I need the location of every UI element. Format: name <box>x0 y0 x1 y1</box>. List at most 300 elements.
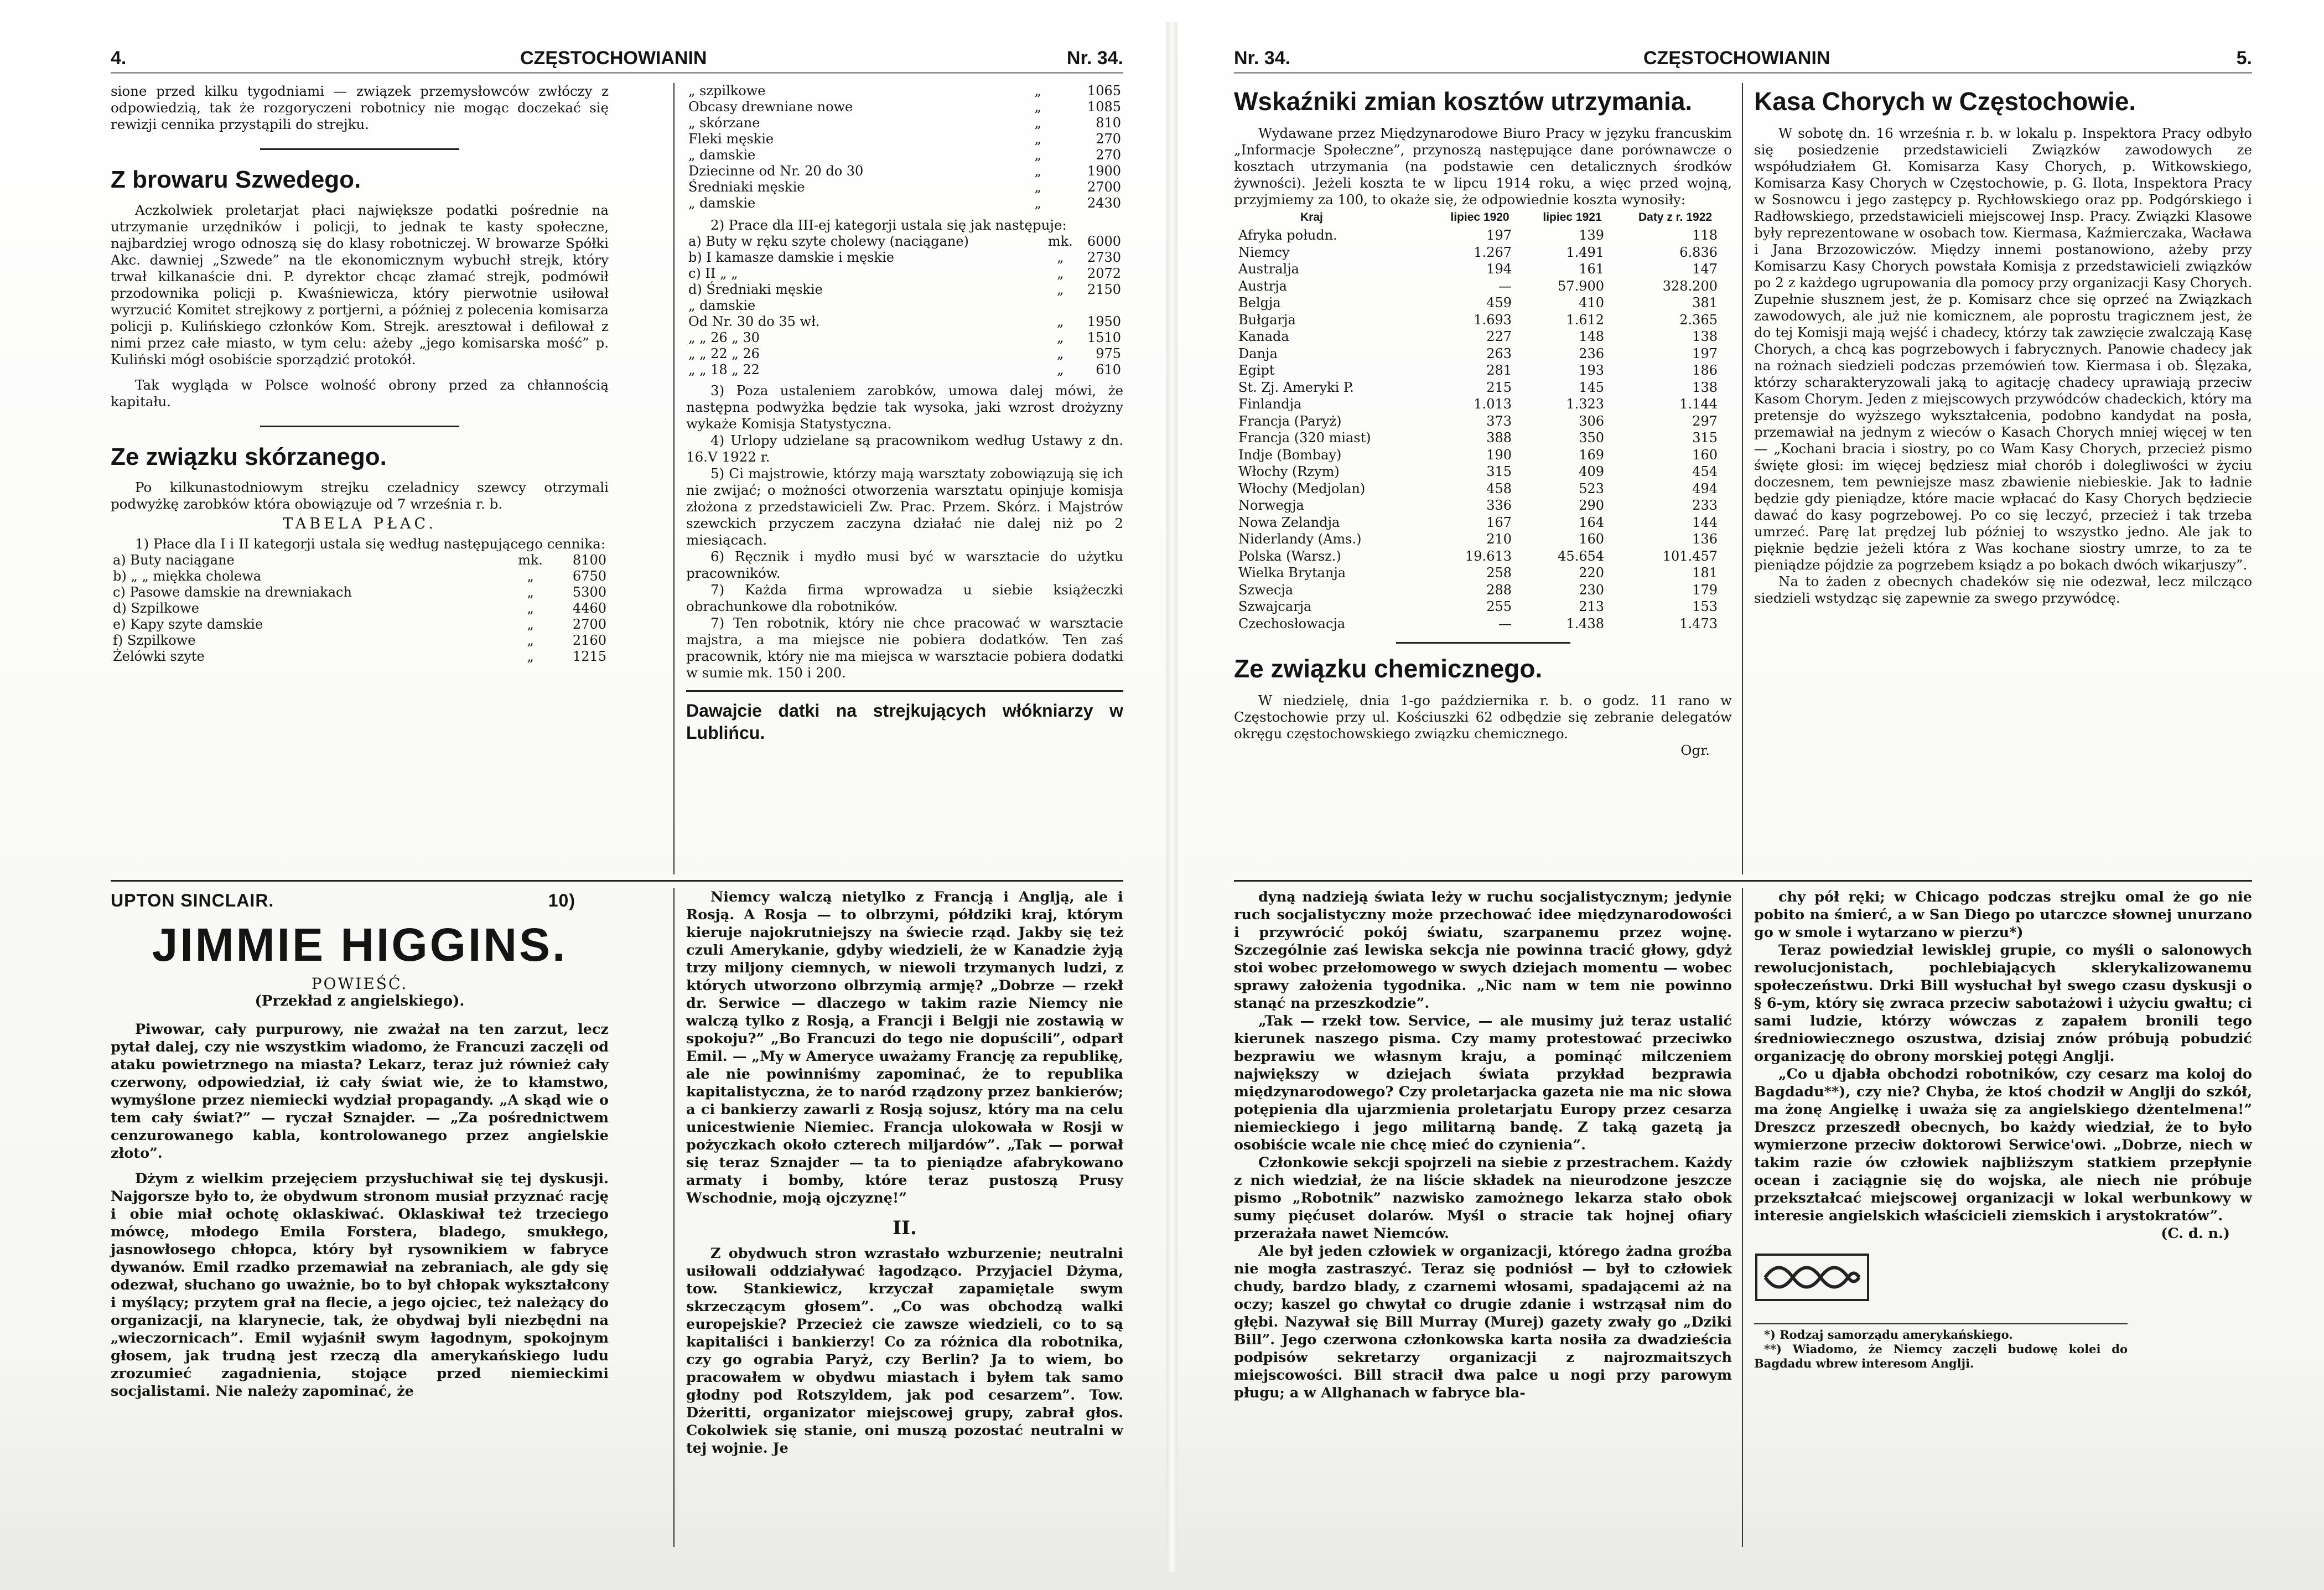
serial-text-1 <box>111 1021 609 1400</box>
article-title-kasa: Kasa Chorych w Częstochowie. <box>1754 87 2136 116</box>
index-value-cell: 197 <box>1486 227 1512 243</box>
table-row <box>1234 312 1732 329</box>
index-value-cell: 167 <box>1486 514 1512 530</box>
table-cell-value: 810 <box>1096 115 1121 131</box>
footnote-2: **) Wiadomo, że Niemcy zaczęli budowę kolei do Bagdadu wbrew interesom Anglji. <box>1754 1342 2128 1370</box>
index-value-cell: 297 <box>1692 413 1718 429</box>
decorative-ornament-icon <box>1754 1252 1870 1302</box>
table-row <box>1234 463 1732 480</box>
table-row <box>1234 531 1732 548</box>
index-value-cell: 169 <box>1579 447 1605 463</box>
left-page <box>111 33 1123 1561</box>
index-value-cell: 179 <box>1692 582 1718 598</box>
table-cell-value: 4460 <box>572 600 606 616</box>
table-cell-unit: „ <box>527 600 534 616</box>
country-cell: Kanada <box>1238 329 1289 344</box>
chemiczny-paragraph: W niedzielę, dnia 1-go października r. b. o godz. 11 rano w Częstochowie przy ul. Kościuszki 62 odbędzie się zebranie delegatów okręgu częstochowskiego związku chemicznego. <box>1234 692 1732 742</box>
index-value-cell: 164 <box>1579 514 1605 530</box>
table-cell-item: Fleki męskie <box>688 131 774 147</box>
wage-table-2 <box>686 234 1123 378</box>
table-cell-value: 610 <box>1096 362 1121 377</box>
table-row <box>1234 261 1732 278</box>
table-cell-item: Od Nr. 30 do 35 wł. <box>688 314 820 329</box>
serial-column-2 <box>686 888 1123 1457</box>
serial-author: UPTON SINCLAIR. <box>111 890 274 910</box>
country-cell: Francja (320 miast) <box>1238 430 1371 446</box>
table-cell-value: 5300 <box>572 584 606 600</box>
index-value-cell: 281 <box>1486 362 1512 378</box>
index-value-cell: 1.013 <box>1474 396 1512 412</box>
serial-paragraph: Piwowar, cały purpurowy, nie zważał na ten zarzut, lecz pytał dalej, czy nie wszystkim wiadomo, że Francuzi zaczęli od ataku powietrznego na miasta? Lekarz, teraz już również cały czerwony, odpowiedział, iż cały świat wie, że to kłamstwo, wymyślone przez niemiecki wydział propagandy. „A skąd wie o tem cały świat?” — ryczał Sznajder. — „Za pośrednictwem cenzurowanego kabla, kontrolowanego przez angielskie złoto”. <box>111 1021 609 1162</box>
country-cell: Nowa Zelandja <box>1238 514 1340 530</box>
table-row <box>1234 294 1732 312</box>
table-cell-unit: „ <box>1034 83 1041 99</box>
index-value-cell: 1.323 <box>1566 396 1605 412</box>
article-title-wskazniki: Wskaźniki zmian kosztów utrzymania. <box>1234 87 1693 116</box>
index-value-cell: 409 <box>1579 464 1605 479</box>
index-value-cell: 258 <box>1486 565 1512 581</box>
page-number: 5. <box>2236 48 2252 69</box>
country-cell: Finlandja <box>1238 396 1302 412</box>
table-cell-value: 1950 <box>1087 314 1121 329</box>
index-value-cell: 315 <box>1692 430 1718 446</box>
wage-paragraph-7: 7) Każda firma wprowadza u siebie książeczki obrachunkowe dla robotników. <box>686 582 1123 614</box>
left-column-2 <box>686 83 1123 744</box>
index-value-cell: 454 <box>1692 464 1718 479</box>
table-cell-item: c) II „ „ <box>688 266 738 281</box>
browar-paragraph-2: Tak wygląda w Polsce wolność obrony przed za chłannością kapitału. <box>111 377 609 410</box>
tabela-title: TABELA PŁAC. <box>283 515 437 532</box>
table-cell-unit: „ <box>527 649 534 664</box>
index-value-cell: 263 <box>1486 345 1512 361</box>
country-cell: Danja <box>1238 345 1278 361</box>
right-column-1 <box>1234 83 1732 759</box>
serial-column-4 <box>1754 888 2252 1371</box>
index-value-cell: 148 <box>1579 329 1605 344</box>
section-rule <box>1234 880 2252 882</box>
index-value-cell: 1.612 <box>1566 312 1605 328</box>
index-value-cell: 315 <box>1486 464 1512 479</box>
serial-paragraph: Członkowie sekcji spojrzeli na siebie z przestrachem. Każdy z nich wiedział, że na liście składek na nieurodzone jeszcze pismo „Robotnik” nazwisko zamożnego lekarza stało obok sumy pięćuset dolarów. Myśl o stracie tak hojnej ofiary przerażała nawet Niemców. <box>1234 1154 1732 1242</box>
country-cell: Egipt <box>1238 362 1275 378</box>
browar-paragraph-1: Aczkolwiek proletarjat płaci największe podatki pośrednie na utrzymanie urzędników i policji, to jednak te kasty społeczne, najbardziej wrogo odnoszą się do klasy robotniczej. W browarze Spółki Akc. dawniej „Szwede” na tle ekonomicznym wybuchł strejk, który trwał kilkanaście dni. P. dyrektor chcąc złamać strejk, podmówił przodownika policji p. Kwaśniewicza, który pierwotnie usiłował wyrzucić Komitet strejkowy z portjerni, a później z polecenia komisarza policji p. Kulińskiego członków Kom. Strejk. aresztował i defilował z nimi przez całe miasto, w tym celu: ażeby „jego komisarska mość” p. Kuliński mógł osobiście sporządzić protokół. <box>111 202 609 367</box>
index-value-cell: 160 <box>1692 447 1718 463</box>
country-cell: Wielka Brytanja <box>1238 565 1346 581</box>
index-value-cell: 381 <box>1692 295 1718 310</box>
index-value-cell: 290 <box>1579 498 1605 513</box>
newspaper-title: CZĘSTOCHOWIANIN <box>520 48 707 69</box>
index-value-cell: 1.693 <box>1474 312 1512 328</box>
column-rule <box>673 888 675 1547</box>
table-row <box>686 147 1123 163</box>
serial-paragraph: Z obydwuch stron wzrastało wzburzenie; neutralni usiłowali oddziaływać łagodząco. Przyjaciel Dżyma, tow. Stankiewicz, krzyczał zapamiętale swym skrzeczącym głosem”. „Co was obchodzą walki europejskie? Przecież cie zawsze wiedzieli, co to są kapitaliści i bankierzy! Co za różnica dla robotnika, czy go ograbia Paryż, czy Berlin? Ja to wiem, bo pracowałem w obydwu miastach i byłem tak samo głodny pod Rotszyldem, jak pod cesarzem”. Tow. Dżeritti, organizator miejscowej grupy, zabrał głos. Cokolwiek się stanie, oni muszą pozostać neutralni w tej wojnie. Je <box>686 1245 1123 1457</box>
table-row <box>1234 227 1732 244</box>
table-row <box>111 584 609 600</box>
table-cell-unit: „ <box>1034 179 1041 195</box>
index-value-cell: 1.491 <box>1566 244 1605 260</box>
country-cell: Polska (Warsz.) <box>1238 548 1341 564</box>
index-value-cell: 336 <box>1486 498 1512 513</box>
country-cell: Afryka połudn. <box>1238 227 1337 243</box>
table-row <box>686 298 1123 314</box>
to-be-continued: (C. d. n.) <box>2161 1225 2230 1242</box>
index-value-cell: 101.457 <box>1662 548 1718 564</box>
serial-paragraph: chy pół ręki; w Chicago podczas strejku omal że go nie pobito na śmierć, a w San Diego po utarczce słownej unurzano go w smole i wytarzano w pierzu*) <box>1754 889 2252 941</box>
country-cell: Francja (Paryż) <box>1238 413 1342 429</box>
index-value-cell: 1.473 <box>1679 615 1718 631</box>
column-rule <box>1742 888 1743 1547</box>
table-cell-item: d) Szpilkowe <box>113 600 199 616</box>
wage-table-continued <box>686 83 1123 211</box>
table-row <box>686 330 1123 346</box>
table-cell-item: d) Średniaki męskie <box>688 282 823 297</box>
table-cell-unit: „ <box>1034 147 1041 163</box>
table-row <box>1234 345 1732 362</box>
table-header-row <box>1234 208 1732 227</box>
serial-column-1 <box>111 888 609 1400</box>
table-row <box>1234 497 1732 514</box>
article-title-browar: Z browaru Szwedego. <box>111 166 361 193</box>
wage-paragraph-8: 7) Ten robotnik, który nie chce pracować w warsztacie majstra, a ma miejsce nie pobiera dodatków. Ten zaś pracownik, który nie ma miejsca w warsztacie pobiera dodatki w sumie mk. 150 i 200. <box>686 615 1123 681</box>
table-cell-value: 2072 <box>1087 266 1121 281</box>
table-cell-value: 1510 <box>1087 330 1121 345</box>
table-cell-unit: „ <box>527 584 534 600</box>
table-cell-item: b) I kamasze damskie i męskie <box>688 250 894 265</box>
index-value-cell: 190 <box>1486 447 1512 463</box>
table-cell-value: 270 <box>1096 147 1121 163</box>
index-value-cell: 45.654 <box>1558 548 1605 564</box>
wage-table-1 <box>111 552 609 665</box>
table-cell-value: 2700 <box>572 617 606 632</box>
column-rule <box>673 83 675 874</box>
table-cell-item: „ „ 26 „ 30 <box>688 330 760 345</box>
index-value-cell: 255 <box>1486 599 1512 614</box>
table-cell-item: „ damskie <box>688 298 756 313</box>
table-row <box>686 195 1123 211</box>
index-value-cell: 161 <box>1579 261 1605 277</box>
table-row <box>111 552 609 568</box>
table-cell-unit: „ <box>1034 131 1041 147</box>
table-row <box>686 179 1123 195</box>
index-value-cell: 6.836 <box>1679 244 1718 260</box>
chemiczny-signature: Ogr. <box>1680 742 1710 758</box>
index-value-cell: 288 <box>1486 582 1512 598</box>
divider <box>260 426 459 427</box>
index-value-cell: 233 <box>1692 498 1718 513</box>
kasa-paragraph-2: Na to żaden z obecnych chadeków się nie odezwał, lecz milcząco siedzieli wstydząc się zapewnie za swego przywódcę. <box>1754 573 2252 606</box>
table-row <box>1234 582 1732 599</box>
table-cell-item: „ skórzane <box>688 115 760 131</box>
wskazniki-intro: Wydawane przez Międzynarodowe Biuro Pracy w języku francuskim „Informacje Społeczne”, przynoszą następujące dane porównawcze o kosztach utrzymania (na podstawie cen detalicznych środków żywności). Jeżeli koszta te w lipcu 1914 roku, a więc przed wojną, przyjmiemy za 100, to okaże się, że odpowiednie koszta wynosiły: <box>1234 125 1732 208</box>
index-value-cell: — <box>1498 615 1512 631</box>
country-cell: St. Zj. Ameryki P. <box>1238 379 1354 395</box>
issue-number: Nr. 34. <box>1066 48 1123 69</box>
table-cell-item: „ „ 18 „ 22 <box>688 362 760 377</box>
table-row <box>686 250 1123 266</box>
index-value-cell: 523 <box>1579 480 1605 496</box>
table-row <box>111 633 609 649</box>
country-cell: Austrja <box>1238 278 1287 294</box>
serial-paragraph: Teraz powiedział lewisklej grupie, co myśli o salonowych rewolucjonistach, pochlebiających sklerykalizowanemu społeczeństwu. Drki Bill wysłuchał był swego czasu dyskusji o § 6-ym, który się zwraca przeciw sabotażowi i użyciu gwałtu; ci sami ludzie, którzy wówczas z zapałem bronili tego średniowiecznego oszustwa, dzisiaj znów próbują pobudzić organizację do obrony morskiej potęgi Anglji. <box>1754 942 2252 1065</box>
table-row <box>1234 362 1732 379</box>
table-cell-unit: „ <box>1057 346 1064 361</box>
table-cell-value: 2160 <box>572 633 606 648</box>
index-value-cell: 153 <box>1692 599 1718 614</box>
table-row <box>1234 548 1732 565</box>
index-value-cell: 410 <box>1579 295 1605 310</box>
table-row <box>686 346 1123 362</box>
left-column-1 <box>111 83 609 665</box>
index-value-cell: 138 <box>1692 329 1718 344</box>
table-cell-unit: „ <box>1057 330 1064 345</box>
serial-paragraph: Ale był jeden człowiek w organizacji, którego żadna groźba nie mogła zastraszyć. Teraz się podniósł — był to człowiek chudy, bardzo blady, z czarnemi włosami, spadającemi aż na oczy; kaszel go chwytał co drugie zdanie i wstrząsał nim do głębi. Nazywał się Bill Murray (Murej) gazety zwały go „Dziki Bill”. Jego czerwona członkowska karta nosiła za dwadzieścia podpisów sekretarzy organizacji z najrozmaitszych miejscowości. Bill stracił dwa palce u nogi przy parowym pługu; a w Allghanach w fabryce bla- <box>1234 1243 1732 1401</box>
wage-paragraph-3: 3) Poza ustaleniem zarobków, umowa dalej mówi, że następna podwyżka będzie tak wysoka, jaki wzrost drożyzny wykaże Komisja Statystyczna. <box>686 382 1123 432</box>
index-value-cell: 1.438 <box>1566 615 1605 631</box>
table-cell-value: 1215 <box>572 649 606 664</box>
table-cell-unit: mk. <box>1047 234 1073 249</box>
table-row <box>111 617 609 633</box>
serial-title: JIMMIE HIGGINS. <box>152 919 568 971</box>
table-row <box>686 362 1123 378</box>
table-cell-unit: „ <box>527 568 534 584</box>
table-row <box>1234 429 1732 447</box>
table-cell-value: 2730 <box>1087 250 1121 265</box>
index-value-cell: 136 <box>1692 531 1718 547</box>
article-title-skorzany: Ze związku skórzanego. <box>111 443 387 470</box>
index-value-cell: 306 <box>1579 413 1605 429</box>
table-cell-item: c) Pasowe damskie na drewniakach <box>113 584 352 600</box>
table-row <box>1234 379 1732 396</box>
table-cell-value: 8100 <box>572 552 606 568</box>
table-cell-value <box>1075 298 1123 314</box>
index-value-cell: 236 <box>1579 345 1605 361</box>
table-cell-unit: „ <box>1057 266 1064 281</box>
footnote-1: *) Rodzaj samorządu amerykańskiego. <box>1764 1328 2013 1342</box>
index-value-cell: 350 <box>1579 430 1605 446</box>
index-value-cell: 1.144 <box>1679 396 1718 412</box>
column-header: lipiec 1920 <box>1450 211 1509 224</box>
index-value-cell: 213 <box>1579 599 1605 614</box>
table-row <box>1234 396 1732 413</box>
left-running-header <box>111 33 1123 74</box>
footnotes <box>1754 1323 2128 1371</box>
table-row <box>1234 598 1732 615</box>
divider <box>686 690 1123 692</box>
page-gutter <box>1166 22 1177 1572</box>
serial-installment: 10) <box>548 890 575 910</box>
index-value-cell: 2.365 <box>1679 312 1718 328</box>
table-cell-unit: „ <box>1034 163 1041 179</box>
index-value-cell: 458 <box>1486 480 1512 496</box>
table-cell-item: Obcasy drewniane nowe <box>688 99 853 115</box>
index-value-cell: 193 <box>1579 362 1605 378</box>
index-value-cell: 328.200 <box>1662 278 1718 294</box>
country-cell: Włochy (Rzym) <box>1238 464 1340 479</box>
country-cell: Szwajcarja <box>1238 599 1312 614</box>
index-value-cell: 19.613 <box>1465 548 1512 564</box>
newspaper-title: CZĘSTOCHOWIANIN <box>1643 48 1830 69</box>
table-cell-item: „ „ 22 „ 26 <box>688 346 760 361</box>
wage-paragraph-2: 2) Prace dla III-ej kategorji ustala się jak następuje: <box>710 217 1067 233</box>
table-cell-value: 1085 <box>1087 99 1121 115</box>
index-value-cell: 138 <box>1692 379 1718 395</box>
index-value-cell: 181 <box>1692 565 1718 581</box>
serial-subtitle: POWIEŚĆ. <box>311 975 408 993</box>
table-row <box>686 266 1123 282</box>
wage-paragraph-4: 4) Urlopy udzielane są pracownikom według Ustawy z dn. 16.V 1922 r. <box>686 432 1123 465</box>
table-cell-unit <box>1046 298 1075 314</box>
kasa-paragraph-1: W sobotę dn. 16 września r. b. w lokalu p. Inspektora Pracy odbyło się posiedzenie przedstawicieli Związków zawodowych ze współudziałem Gł. Komisarza Kasy Chorych, p. Witkowskiego, Komisarza Kasy Chorych w Częstochowie, p. G. Ilota, Inspektora Pracy w Sosnowcu i jego zastępcy p. Rychłowskiego oraz pp. Podgórskiego i Radłowskiego, przedstawicieli miejscowej Insp. Pracy. Związki Klasowe były reprezentowane w osobach tow. Kiermasa, Kaźmierczaka, Wacława i Jana Brzozowiczów. Między innemi postanowiono, ażeby przy Komisarzu Kasy Chorych powstała Komisja z przedstawicieli związków po 2 z każdego ugrupowania dla pomocy przy organizacji Kasy Chorych. Zupełnie słusznem jest, że p. Komisarz chce się oprzeć na Związkach zawodowych, ale już nie komicznem, ale poprostu tragicznem jest, że do tej Komisji mają wejść i chadecy, którzy tak zawzięcie zwalczają Kasę Chorych, a chcą kas pogrzebowych i fabrycznych. Panowie chadecy jak na rożnach siedzieli podczas przemówień tow. Kiermasa i ob. Ślęzaka, którzy scharakteryzowali jaką to agitację chadecy uprawiają przeciw Kasom Chorym. Jeden z miejscowych przywódców chadeckich, który ma pretensje do wyższego wykształcenia, podobno kandydat na posła, przemawiał na jednym z wieców o Kasach Chorych mniej więcej w ten — „Kochani bracia i siostry, po co Wam Kasy Chorych, przecież pismo święte głosi: im więcej będziesz miał chorób i dolegliwości w życiu doczesnem, tem pewniejsze masz zbawienie niebieskie. Jak to ładnie będzie gdy pieniądze, które macie wpłacać do Kasy Chorych będziecie dawać do kasy pogrzebowej. Po co się leczyć, przecież i tak trzeba umrzeć. Parę lat prędzej lub później to wszystko jedno. Ale jak to pięknie będzie jeżeli która z Was kochane siostry umrze, to za te pieniądze pójdzie za pogrzebem ksiądz a po bokach dwóch wikarjuszy”. <box>1754 125 2252 573</box>
index-value-cell: — <box>1498 278 1512 294</box>
page-number: 4. <box>111 48 127 69</box>
divider <box>260 148 459 150</box>
index-value-cell: 144 <box>1692 514 1718 530</box>
index-value-cell: 1.267 <box>1474 244 1512 260</box>
column-header: Kraj <box>1300 211 1323 224</box>
issue-number: Nr. 34. <box>1234 48 1291 69</box>
country-cell: Włochy (Medjolan) <box>1238 480 1366 496</box>
table-cell-unit: „ <box>1057 314 1064 329</box>
index-value-cell: 197 <box>1692 345 1718 361</box>
country-cell: Norwegja <box>1238 498 1304 513</box>
table-cell-item: „ damskie <box>688 195 756 211</box>
table-cell-item: „ damskie <box>688 147 756 163</box>
table-cell-item: f) Szpilkowe <box>113 633 196 648</box>
table-row <box>686 234 1123 250</box>
column-rule <box>1742 83 1743 874</box>
table-cell-item: a) Buty naciągane <box>113 552 235 568</box>
intro-text: sione przed kilku tygodniami — związek przemysłowców zwłóczy z odpowiedzią, tak że rozgoryczeni robotnicy nie mogąc doczekać się rewizji cennika przystąpili do strejku. <box>111 83 609 132</box>
index-value-cell: 215 <box>1486 379 1512 395</box>
table-cell-unit: „ <box>1034 99 1041 115</box>
table-row <box>1234 564 1732 582</box>
table-row <box>1234 615 1732 633</box>
table-row <box>1234 328 1732 345</box>
column-header: Daty z r. 1922 <box>1638 211 1713 224</box>
index-value-cell: 230 <box>1579 582 1605 598</box>
serial-paragraph: „Tak — rzekł tow. Service, — ale musimy już teraz ustalić kierunek naszego pisma. Czy mamy protestować przeciwko bezprawiu we własnym kraju, a pominąć milczeniem największy w dziejach świata przykład bezprawia międzynarodowego? Czy proletarjacka gazeta nie ma nic słowa potępienia dla ujarzmienia proletarjatu Europy przez cesarza niemieckiego i jego militarną bandę. Z taką gazetą ja osobiście wcale nie chcę mieć do czynienia”. <box>1234 1013 1732 1153</box>
table-cell-value: 2700 <box>1087 179 1121 195</box>
table-row <box>686 83 1123 99</box>
index-value-cell: 57.900 <box>1558 278 1605 294</box>
index-value-cell: 373 <box>1486 413 1512 429</box>
table-cell-unit: „ <box>1057 250 1064 265</box>
index-value-cell: 160 <box>1579 531 1605 547</box>
table-row <box>1234 480 1732 498</box>
table-row <box>686 131 1123 147</box>
table-cell-item: a) Buty w ręku szyte cholewy (naciągane) <box>688 234 969 249</box>
country-cell: Niderlandy (Ams.) <box>1238 531 1362 547</box>
index-value-cell: 139 <box>1579 227 1605 243</box>
index-value-cell: 494 <box>1692 480 1718 496</box>
table-cell-unit: „ <box>527 633 534 648</box>
table-row <box>1234 278 1732 295</box>
table-cell-unit: „ <box>1057 282 1064 297</box>
table-row <box>686 115 1123 131</box>
article-title-chemiczny: Ze związku chemicznego. <box>1234 654 1543 683</box>
column-header: lipiec 1921 <box>1543 211 1602 224</box>
table-row <box>1234 413 1732 430</box>
cost-of-living-table <box>1234 208 1732 632</box>
table-cell-value: 2430 <box>1087 195 1121 211</box>
table-row <box>686 314 1123 330</box>
table-cell-value: 1900 <box>1087 163 1121 179</box>
serial-translation-note: (Przekład z angielskiego). <box>255 993 465 1009</box>
index-value-cell: 145 <box>1579 379 1605 395</box>
right-running-header <box>1234 33 2252 74</box>
table-cell-item: b) „ „ miękka cholewa <box>113 568 262 584</box>
wage-paragraph-5: 5) Ci majstrowie, którzy mają warsztaty zobowiązują się ich nie zwijać; o możności otworzenia warsztatu opinjuje komisja złożona z przedstawicieli Zw. Prac. Przem. Skórz. i Majstrów szewckich przyczem zaczyna działać nie dalej niż po 2 miesiącach. <box>686 465 1123 548</box>
table-cell-value: 2150 <box>1087 282 1121 297</box>
donation-appeal: Dawajcie datki na strejkujących włókniarzy w Lublińcu. <box>686 701 1123 743</box>
table-cell-value: 6000 <box>1087 234 1121 249</box>
serial-paragraph: „Co u djabła obchodzi robotników, czy cesarz ma koloj do Bagdadu**), czy nie? Chyba, że ktoś chodził w Anglji do szkół, ma żonę Angielkę i uważa się za angielskiego dżentelmena!” Dreszcz przeszedł obecnych, bo każdy wiedział, że to było wymierzone przeciw doktorowi Serwice'owi. „Dobrze, niech w takim razie ów człowiek najbliższym statkiem przepłynie ocean i zaciągnie się do wojska, ale niech nie próbuje przekształcać miejscowej organizacji w lokal werbunkowy w interesie angielskich właścicieli ziemskich i arystokratów”. <box>1754 1066 2252 1224</box>
section-rule <box>111 880 1123 882</box>
table-cell-unit: mk. <box>518 552 543 568</box>
index-value-cell: 194 <box>1486 261 1512 277</box>
serial-paragraph: Niemcy walczą nietylko z Francją i Anglją, ale i Rosją. A Rosja — to olbrzymi, półdziki kraj, którym kieruje najokrutniejszy na świecie rząd. Jakby się też czuli Amerykanie, gdyby wiedzieli, że w Kanadzie żyją trzy miljony ciemnych, w niewoli trzymanych ludzi, z których utworzono olbrzymią armję? „Dobrze — rzekł dr. Serwice — dlaczego w takim razie Niemcy nie walczą tylko z Rosją, a Francji i Belgji nie zostawią w spokoju?” „Bo Francuzi do tego nie dopuścili”, odparł Emil. — „My w Ameryce uważamy Francję za republikę, ale nie powinniśmy zapominać, że to republika kapitalistyczna, że to naród rządzony przez bankierów; a ci bankierzy zawarli z Rosją sojusz, który ma na celu unicestwienie Niemiec. Francja ulokowała w Rosji w pożyczkach około czterech miljardów”. „Tak — porwał się teraz Sznajder — ta to pieniądze afabrykowano armaty i bomby, które teraz pustoszą Prusy Wschodnie, moją ojczyznę!” <box>686 889 1123 1206</box>
right-column-2 <box>1754 83 2252 607</box>
table-row <box>1234 447 1732 464</box>
wage-paragraph-6: 6) Ręcznik i mydło musi być w warsztacie do użytku pracowników. <box>686 548 1123 581</box>
index-value-cell: 227 <box>1486 329 1512 344</box>
table-row <box>111 600 609 617</box>
country-cell: Belgja <box>1238 295 1281 310</box>
serial-column-3 <box>1234 888 1732 1402</box>
table-row <box>1234 514 1732 531</box>
country-cell: Szwecja <box>1238 582 1294 598</box>
serial-chapter: II. <box>893 1217 917 1239</box>
table-cell-unit: „ <box>1034 195 1041 211</box>
table-cell-item: Średniaki męskie <box>688 179 805 195</box>
index-value-cell: 459 <box>1486 295 1512 310</box>
index-value-cell: 210 <box>1486 531 1512 547</box>
table-row <box>111 568 609 584</box>
index-value-cell: 147 <box>1692 261 1718 277</box>
table-row <box>111 649 609 665</box>
index-value-cell: 220 <box>1579 565 1605 581</box>
table-cell-item: Żelówki szyte <box>113 649 205 664</box>
country-cell: Czechosłowacja <box>1238 615 1346 631</box>
table-cell-unit: „ <box>1057 362 1064 377</box>
skorzany-paragraph-1: Po kilkunastodniowym strejku czeladnicy szewcy otrzymali podwyżkę zarobków która obowiązuje od 7 września r. b. <box>111 479 609 512</box>
table-row <box>686 282 1123 298</box>
serial-paragraph: dyną nadzieją świata leży w ruchu socjalistycznym; jedynie ruch socjalistyczny może przechować idee międzynarodowości i przywrócić pokój światu, szarpanemu przez wojnę. Szczególnie zaś lewiska sekcja nie powinna tracić głowy, gdyż stoi wobec przełomowego w swych dziejach momentu — wobec sprawy założenia tygodnika. „Nic nam w tem nie powinno stanąć na przeszkodzie”. <box>1234 889 1732 1012</box>
table-row <box>686 163 1123 179</box>
table-cell-item: „ szpilkowe <box>688 83 766 99</box>
tabela-intro: 1) Płace dla I i II kategorji ustala się według następującego cennika: <box>135 536 606 552</box>
table-cell-value: 975 <box>1096 346 1121 361</box>
table-cell-unit: „ <box>1034 115 1041 131</box>
right-page <box>1234 33 2252 1561</box>
table-row <box>1234 244 1732 261</box>
divider <box>1396 642 1570 644</box>
index-value-cell: 118 <box>1692 227 1718 243</box>
serial-paragraph: Dżym z wielkim przejęciem przysłuchiwał się tej dyskusji. Najgorsze było to, że obydwum stronom musiał przyznać rację i obie miał ochotę oklaskiwać. Oklaskiwał też trzeciego mówcę, młodego Emila Forstera, bladego, smukłego, jasnowłosego chłopca, który był rysownikiem w fabryce dywanów. Emil rzadko przemawiał na zebraniach, ale gdy się odezwał, słuchano go uważnie, bo to był chłopak wykształcony i myślący; przytem grał na flecie, a jego ojciec, też należący do organizacji, na klarynecie, tak, że obydwaj byli niezbędni na „wieczornicach”. Emil wyjaśnił swym łagodnym, spokojnym głosem, jak trudną jest rzeczą dla amerykańskiego ludu zrozumieć zagadnienia, stojące przed niemieckimi socjalistami. Nie należy zapominać, że <box>111 1171 609 1400</box>
country-cell: Indje (Bombay) <box>1238 447 1342 463</box>
table-cell-item: e) Kapy szyte damskie <box>113 617 263 632</box>
index-value-cell: 388 <box>1486 430 1512 446</box>
country-cell: Australja <box>1238 261 1299 277</box>
table-row <box>686 99 1123 115</box>
country-cell: Niemcy <box>1238 244 1290 260</box>
table-cell-value: 6750 <box>572 568 606 584</box>
table-cell-item: Dziecinne od Nr. 20 do 30 <box>688 163 864 179</box>
table-cell-value: 270 <box>1096 131 1121 147</box>
country-cell: Bułgarja <box>1238 312 1296 328</box>
index-value-cell: 186 <box>1692 362 1718 378</box>
table-cell-unit: „ <box>527 617 534 632</box>
